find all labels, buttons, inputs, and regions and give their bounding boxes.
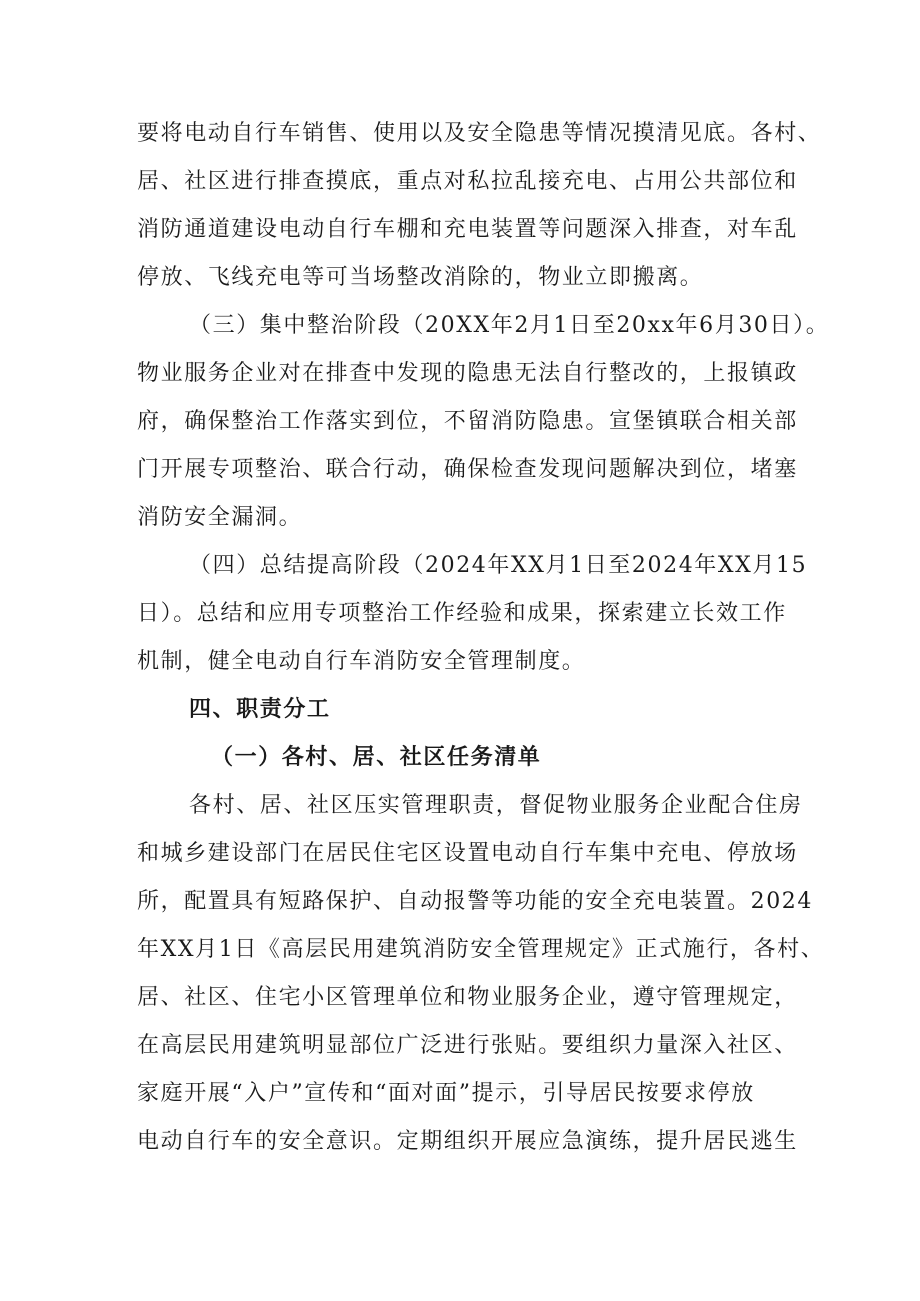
text-line: 府，确保整治工作落实到位，不留消防隐患。宣堡镇联合相关部: [137, 409, 798, 434]
paragraph-stage-summary: [137, 542, 808, 686]
paragraph-stage-rectification: [137, 302, 830, 542]
text-line: （四）总结提高阶段（2024年XX月1日至2024年XX月15: [189, 553, 808, 578]
section-heading: 四、职责分工: [189, 697, 331, 722]
text-line: 机制，健全电动自行车消防安全管理制度。: [137, 649, 586, 674]
document-body: [137, 110, 830, 1166]
text-line: 各村、居、社区压实管理职责，督促物业服务企业配合住房: [189, 793, 803, 818]
text-line: 居、社区、住宅小区管理单位和物业服务企业，遵守管理规定，: [137, 985, 798, 1010]
text-line: 电动自行车的安全意识。定期组织开展应急演练，提升居民逃生: [137, 1129, 798, 1154]
text-line: 家庭开展“入户”宣传和“面对面”提示，引导居民按要求停放: [137, 1081, 755, 1106]
text-line: 要将电动自行车销售、使用以及安全隐患等情况摸清见底。各村、: [137, 121, 822, 146]
subsection-heading: （一）各村、居、社区任务清单: [211, 745, 542, 770]
paragraph-stage-investigation: [137, 110, 822, 302]
text-line: 物业服务企业对在排查中发现的隐患无法自行整改的，上报镇政: [137, 361, 798, 386]
text-line: 所，配置具有短路保护、自动报警等功能的安全充电装置。2024: [137, 889, 813, 914]
text-line: （三）集中整治阶段（20XX年2月1日至20xx年6月30日）。: [189, 313, 830, 338]
text-line: 年XX月1日《高层民用建筑消防安全管理规定》正式施行，各村、: [137, 937, 825, 962]
text-line: 在高层民用建筑明显部位广泛进行张贴。要组织力量深入社区、: [137, 1033, 798, 1058]
text-line: 门开展专项整治、联合行动，确保检查发现问题解决到位，堵塞: [137, 457, 798, 482]
text-line: 停放、飞线充电等可当场整改消除的，物业立即搬离。: [137, 265, 704, 290]
text-line: 和城乡建设部门在居民住宅区设置电动自行车集中充电、停放场: [137, 841, 798, 866]
text-line: 日）。总结和应用专项整治工作经验和成果，探索建立长效工作: [137, 601, 787, 626]
text-line: 消防安全漏洞。: [137, 505, 303, 530]
text-line: 居、社区进行排查摸底，重点对私拉乱接充电、占用公共部位和: [137, 169, 798, 194]
text-line: 消防通道建设电动自行车棚和充电装置等问题深入排查，对车乱: [137, 217, 798, 242]
paragraph-village-tasks: [137, 782, 825, 1166]
